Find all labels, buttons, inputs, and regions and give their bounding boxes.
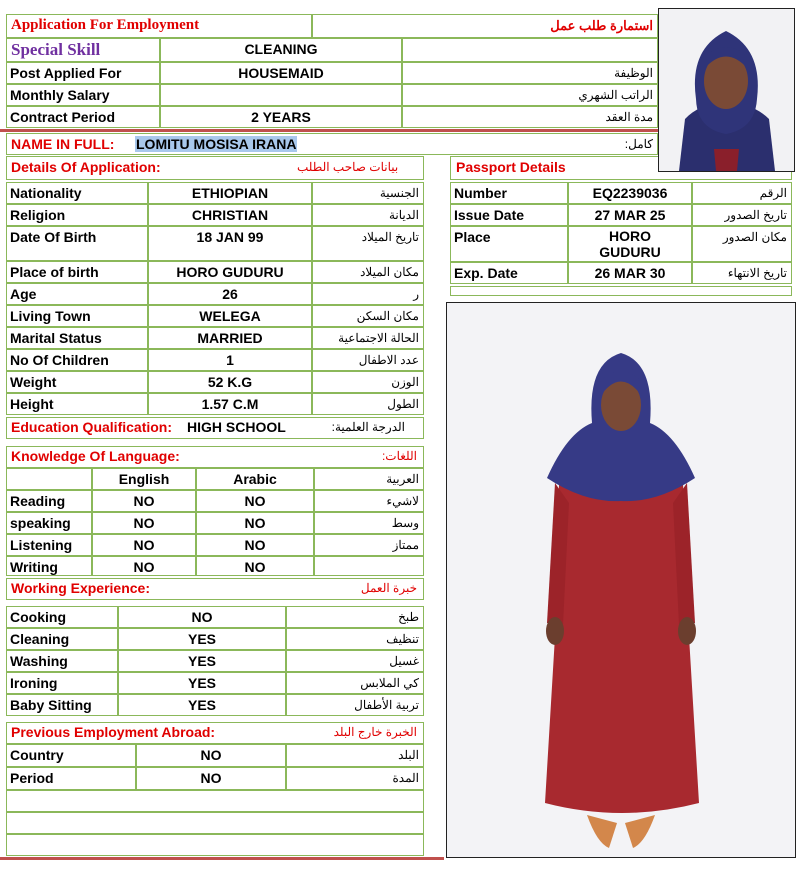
- detail-value: MARRIED: [148, 327, 312, 349]
- abroad-label: Period: [6, 767, 136, 790]
- education-row: [6, 417, 424, 439]
- detail-value: 26: [148, 283, 312, 305]
- details-title: Details Of Application:: [11, 159, 161, 175]
- title-cell: [6, 14, 312, 38]
- abroad-value: NO: [136, 767, 286, 790]
- salary-label: Monthly Salary: [6, 84, 160, 106]
- language-row-label: Writing: [6, 556, 92, 576]
- detail-value: 1: [148, 349, 312, 371]
- language-row-label: Listening: [6, 534, 92, 556]
- language-english-value: NO: [92, 534, 196, 556]
- language-row-ar: [314, 556, 424, 576]
- full-body-photo: [446, 302, 796, 858]
- detail-ar: ر: [312, 283, 424, 305]
- experience-value: NO: [118, 606, 286, 628]
- passport-value: EQ2239036: [568, 182, 692, 204]
- passport-ar: تاريخ الانتهاء: [692, 262, 792, 284]
- period-value: 2 YEARS: [160, 106, 402, 128]
- detail-value: 52 K.G: [148, 371, 312, 393]
- language-row-ar: لاشيء: [314, 490, 424, 512]
- experience-header: [6, 578, 424, 600]
- period-ar: مدة العقد: [402, 106, 658, 128]
- detail-ar: تاريخ الميلاد: [312, 226, 424, 261]
- detail-ar: الوزن: [312, 371, 424, 393]
- detail-label: Height: [6, 393, 148, 415]
- experience-ar: كي الملابس: [286, 672, 424, 694]
- experience-title-ar: خبرة العمل: [360, 581, 417, 595]
- experience-ar: تنظيف: [286, 628, 424, 650]
- empty-row: [6, 834, 424, 856]
- divider: [0, 129, 658, 132]
- portrait-photo: [658, 8, 795, 172]
- abroad-ar: المدة: [286, 767, 424, 790]
- special-skill-label: Special Skill: [11, 40, 101, 59]
- post-ar: الوظيفة: [402, 62, 658, 84]
- lang-col-ar: العربية: [314, 468, 424, 490]
- language-arabic-value: NO: [196, 512, 314, 534]
- details-title-ar: بيانات صاحب الطلب: [297, 160, 399, 174]
- detail-label: Date Of Birth: [6, 226, 148, 261]
- experience-value: YES: [118, 672, 286, 694]
- details-header: [6, 156, 424, 180]
- language-english-value: NO: [92, 556, 196, 576]
- experience-ar: طبخ: [286, 606, 424, 628]
- post-label: Post Applied For: [6, 62, 160, 84]
- language-header: [6, 446, 424, 468]
- form-title-ar: استمارة طلب عمل: [550, 18, 653, 33]
- passport-title: Passport Details: [456, 159, 566, 175]
- education-value: HIGH SCHOOL: [187, 419, 286, 435]
- language-arabic-value: NO: [196, 534, 314, 556]
- detail-value: ETHIOPIAN: [148, 182, 312, 204]
- experience-ar: غسيل: [286, 650, 424, 672]
- language-row-label: Reading: [6, 490, 92, 512]
- post-value: HOUSEMAID: [160, 62, 402, 84]
- passport-spacer: [450, 286, 792, 296]
- language-row-ar: ممتاز: [314, 534, 424, 556]
- name-row: [6, 133, 658, 155]
- experience-value: YES: [118, 694, 286, 716]
- abroad-title-ar: الخبرة خارج البلد: [333, 725, 417, 739]
- detail-ar: مكان السكن: [312, 305, 424, 327]
- abroad-title: Previous Employment Abroad:: [11, 724, 216, 740]
- experience-label: Baby Sitting: [6, 694, 118, 716]
- experience-title: Working Experience:: [11, 580, 151, 596]
- language-title-ar: اللغات:: [381, 449, 417, 463]
- detail-label: Nationality: [6, 182, 148, 204]
- detail-ar: الطول: [312, 393, 424, 415]
- language-english-value: NO: [92, 490, 196, 512]
- language-row-label: speaking: [6, 512, 92, 534]
- detail-label: Age: [6, 283, 148, 305]
- lang-col-blank: [6, 468, 92, 490]
- detail-ar: الجنسية: [312, 182, 424, 204]
- experience-ar: تربية الأطفال: [286, 694, 424, 716]
- experience-value: YES: [118, 650, 286, 672]
- language-arabic-value: NO: [196, 556, 314, 576]
- name-ar: كامل:: [624, 137, 653, 151]
- detail-value: 1.57 C.M: [148, 393, 312, 415]
- abroad-label: Country: [6, 744, 136, 767]
- passport-value: 27 MAR 25: [568, 204, 692, 226]
- detail-value: WELEGA: [148, 305, 312, 327]
- language-english-value: NO: [92, 512, 196, 534]
- detail-ar: مكان الميلاد: [312, 261, 424, 283]
- detail-ar: الحالة الاجتماعية: [312, 327, 424, 349]
- passport-label: Number: [450, 182, 568, 204]
- language-row-ar: وسط: [314, 512, 424, 534]
- salary-value: [160, 84, 402, 106]
- passport-ar: تاريخ الصدور: [692, 204, 792, 226]
- passport-value: 26 MAR 30: [568, 262, 692, 284]
- experience-label: Cleaning: [6, 628, 118, 650]
- empty-row: [6, 790, 424, 812]
- special-skill-value: CLEANING: [160, 38, 402, 62]
- detail-ar: الديانة: [312, 204, 424, 226]
- passport-ar: الرقم: [692, 182, 792, 204]
- name-label: NAME IN FULL:: [11, 136, 115, 152]
- detail-label: No Of Children: [6, 349, 148, 371]
- detail-label: Weight: [6, 371, 148, 393]
- detail-value: CHRISTIAN: [148, 204, 312, 226]
- abroad-header: [6, 722, 424, 744]
- title-ar-cell: [312, 14, 658, 38]
- detail-label: Religion: [6, 204, 148, 226]
- education-label: Education Qualification:: [11, 419, 173, 435]
- passport-label: Exp. Date: [450, 262, 568, 284]
- experience-value: YES: [118, 628, 286, 650]
- passport-label: Place: [450, 226, 568, 262]
- salary-ar: الراتب الشهري: [402, 84, 658, 106]
- language-title: Knowledge Of Language:: [11, 448, 180, 464]
- form-title: Application For Employment: [11, 17, 200, 33]
- abroad-value: NO: [136, 744, 286, 767]
- detail-ar: عدد الاطفال: [312, 349, 424, 371]
- education-ar: الدرجة العلمية:: [331, 420, 405, 434]
- experience-label: Washing: [6, 650, 118, 672]
- detail-label: Marital Status: [6, 327, 148, 349]
- lang-col-english: English: [92, 468, 196, 490]
- period-label: Contract Period: [6, 106, 160, 128]
- experience-label: Cooking: [6, 606, 118, 628]
- lang-col-arabic: Arabic: [196, 468, 314, 490]
- passport-ar: مكان الصدور: [692, 226, 792, 262]
- detail-value: HORO GUDURU: [148, 261, 312, 283]
- empty-row: [6, 812, 424, 834]
- bottom-divider: [0, 857, 444, 860]
- detail-value: 18 JAN 99: [148, 226, 312, 261]
- detail-label: Living Town: [6, 305, 148, 327]
- detail-label: Place of birth: [6, 261, 148, 283]
- name-value: LOMITU MOSISA IRANA: [136, 136, 297, 152]
- abroad-ar: البلد: [286, 744, 424, 767]
- language-arabic-value: NO: [196, 490, 314, 512]
- passport-label: Issue Date: [450, 204, 568, 226]
- special-skill-ar-cell: [402, 38, 658, 62]
- experience-label: Ironing: [6, 672, 118, 694]
- special-skill-label-cell: [6, 38, 160, 62]
- passport-value: HORO GUDURU: [568, 226, 692, 262]
